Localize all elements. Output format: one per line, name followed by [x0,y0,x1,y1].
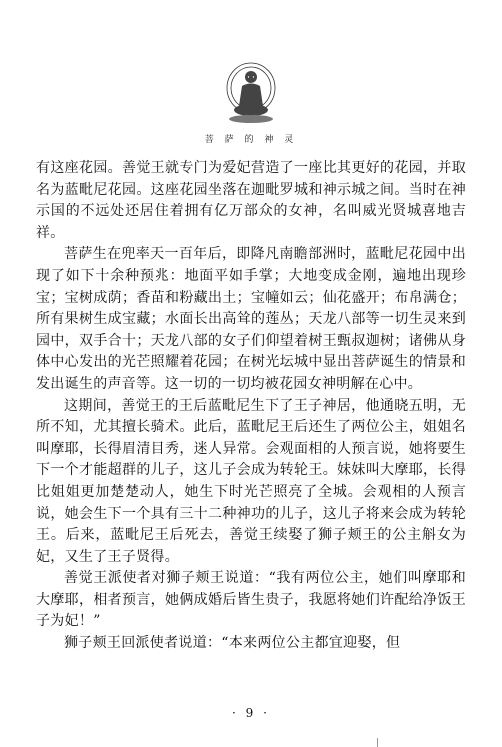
running-header-title: 菩 萨 的 神 灵 [204,135,298,145]
buddha-illustration [222,62,280,128]
page-number: · 9 · [232,706,270,720]
paragraph-3: 这期间，善觉王的王后蓝毗尼生下了王子神居，他通晓五明，无所不知，尤其擅长骑术。此后，蓝毗尼王后还生了两位公主，姐姐名叫摩耶，长得眉清目秀，迷人异常。会观面相的人预言说，她将要生下一个才能超群的儿子，这儿子会成为转轮王。妹妹叫大摩耶，长得比姐姐更加楚楚动人，她生下时光芒照亮了全城。会观相的人预言说，她会生下一个具有三十二种神功的儿子，这儿子将来会成为转轮王。后来，蓝毗尼王后死去，善觉王续娶了狮子颊王的公主斛女为妃，又生了王子贤得。 [36,397,466,565]
paragraph-4: 善觉王派使者对狮子颊王说道：“我有两位公主，她们叫摩耶和大摩耶，相者预言，她俩成婚后皆生贵子，我愿将她们许配给净饭王子为妃！” [36,570,466,630]
scan-edge-mark [377,738,378,747]
paragraph-1: 有这座花园。善觉王就专门为爱妃营造了一座比其更好的花园，并取名为蓝毗尼花园。这座花园坐落在迦毗罗城和神示城之间。当时在神示国的不远处还居住着拥有亿万部众的女神，名叫威光贤城喜地吉祥。 [36,160,466,241]
body-text [36,158,466,655]
paragraph-5: 狮子颊王回派使者说道：“本来两位公主都宜迎娶，但 [64,635,401,652]
paragraph-2: 菩萨生在兜率天一百年后，即降凡南瞻部洲时，蓝毗尼花园中出现了如下十余种预兆：地面平如手掌；大地变成金刚，遍地出现珍宝；宝树成荫；香苗和粉藏出土；宝幢如云；仙花盛开；布帛满仓；所有果树生成宝藏；水面长出高耸的莲丛；天龙八部等一切生灵来到园中，双手合十；天龙八部的女子们仰望着树王甄叔迦树；诸佛从身体中心发出的光芒照耀着花园；在树光坛城中显出菩萨诞生的情景和发出诞生的声音等。这一切的一切均被花园女神明解在心中。 [36,246,466,392]
